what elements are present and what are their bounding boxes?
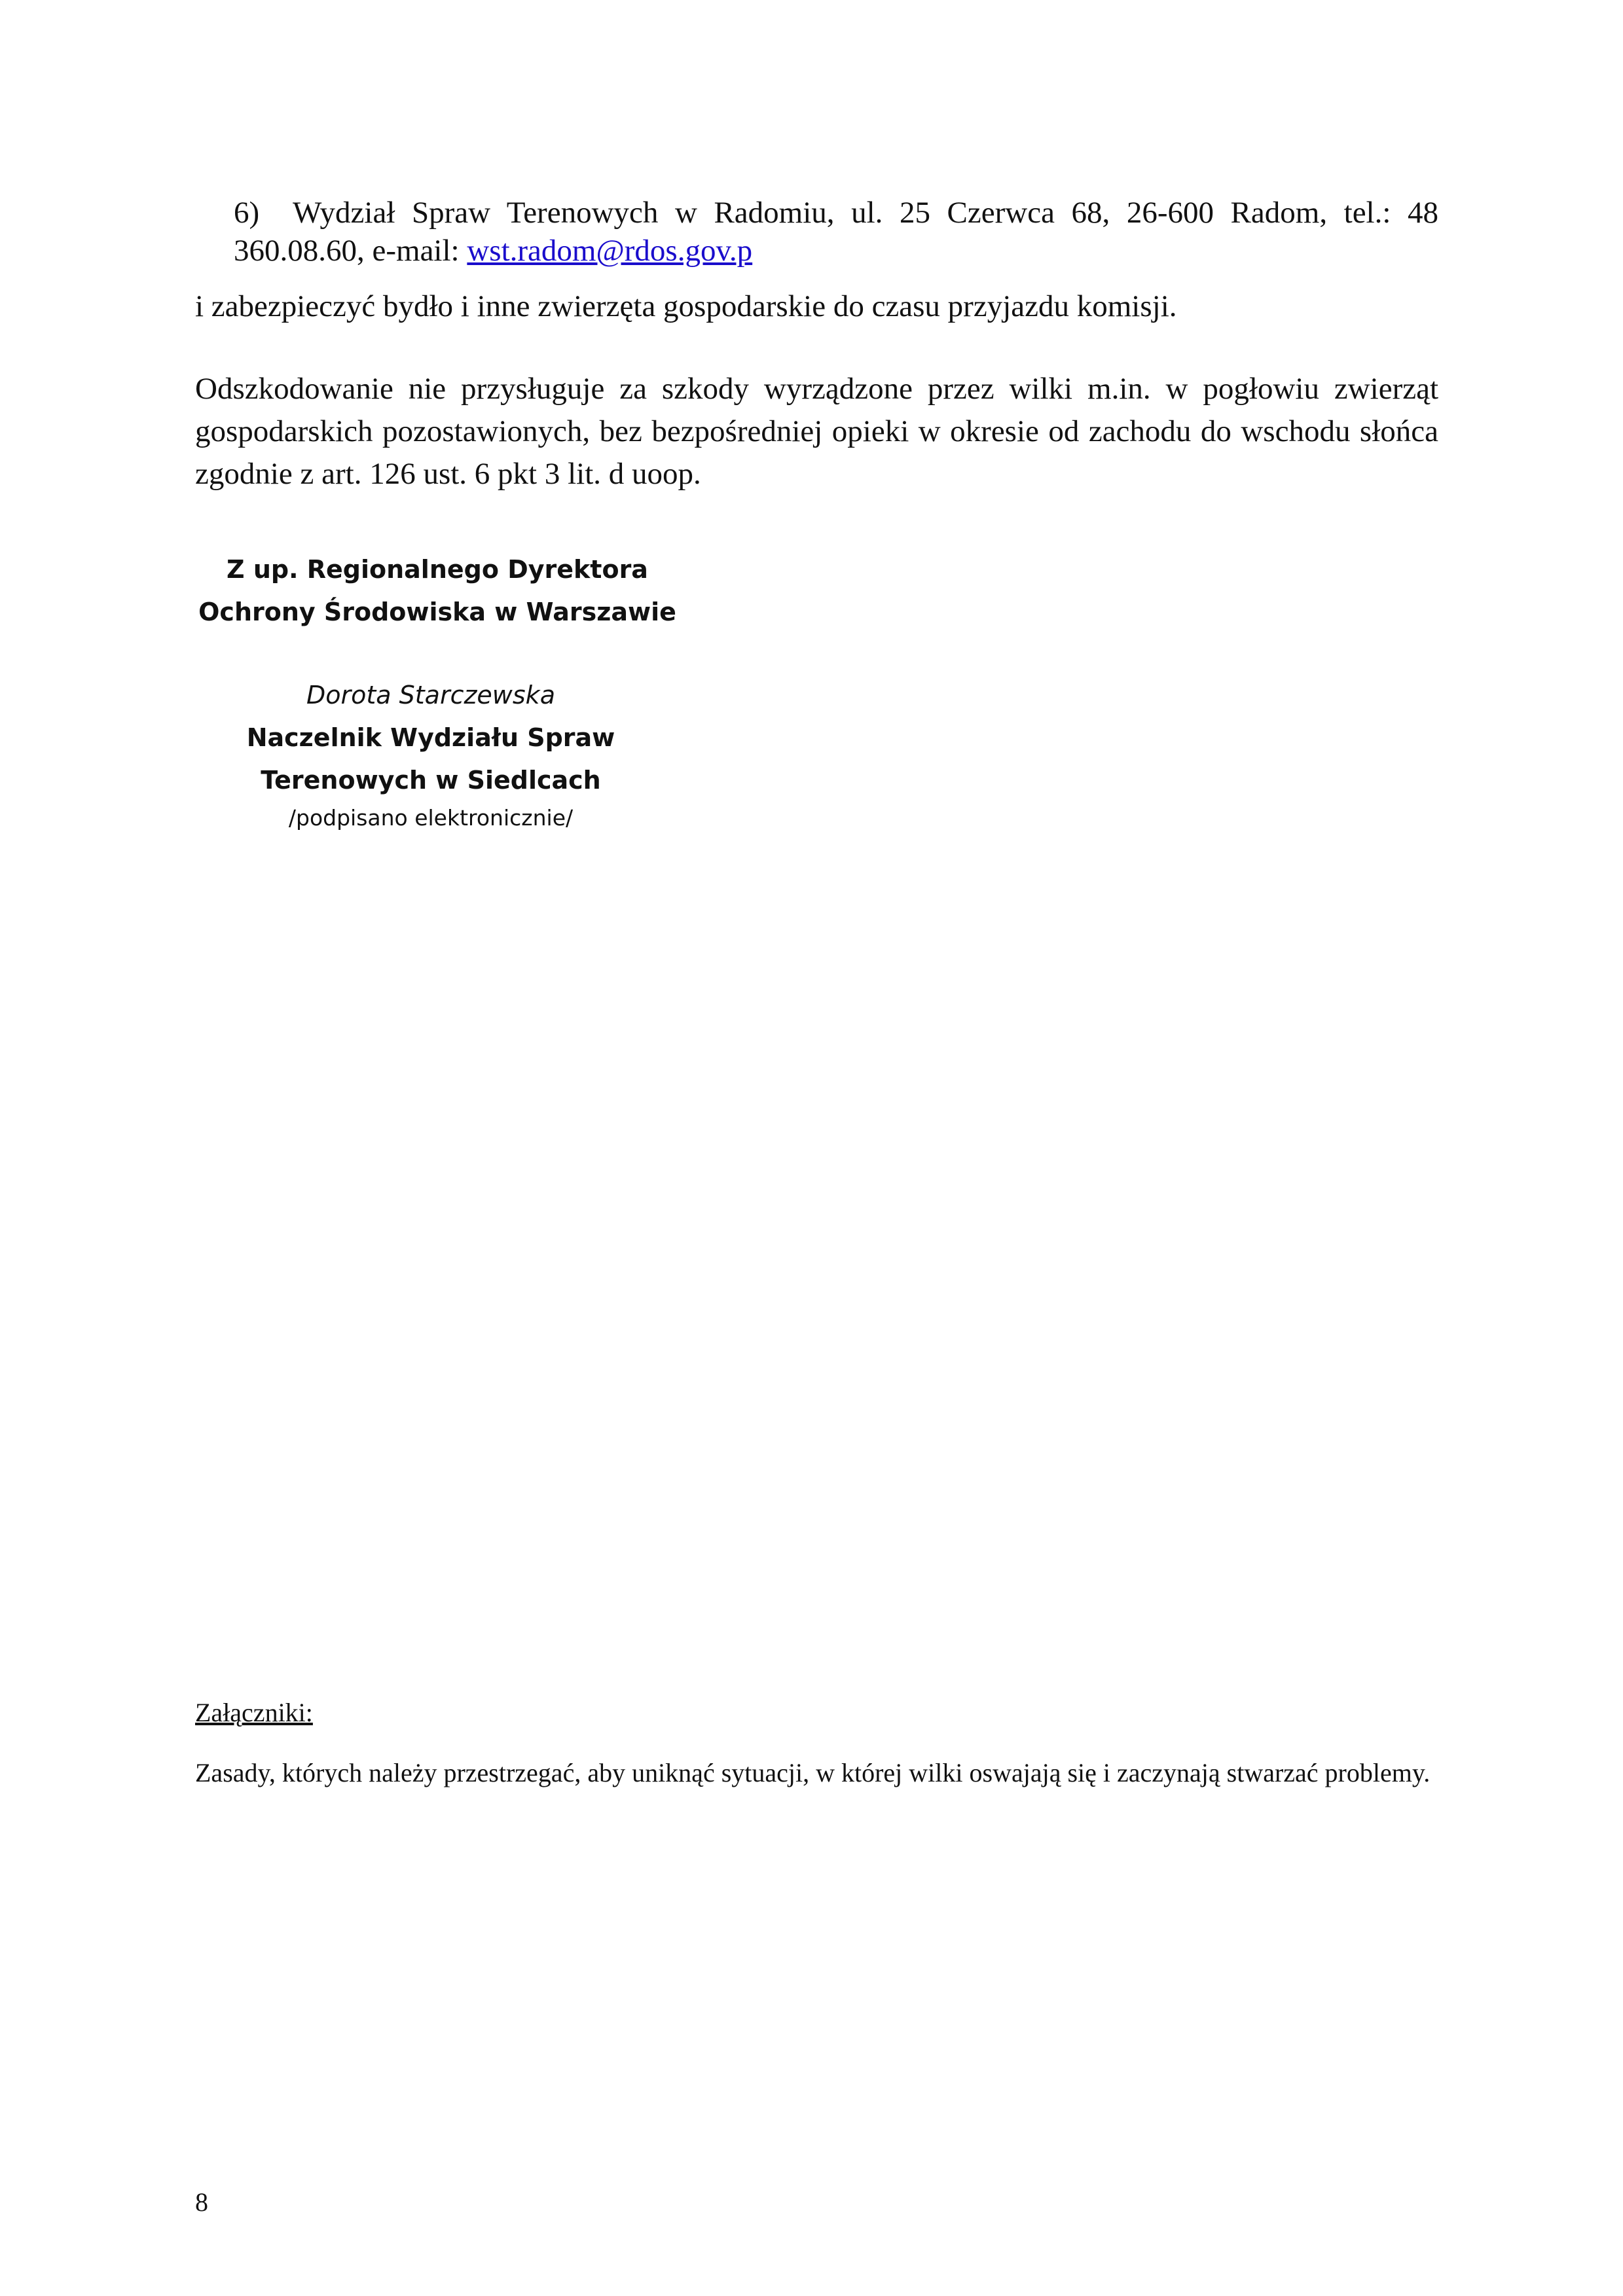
authority-line-1: Z up. Regionalnego Dyrektora xyxy=(227,555,648,584)
list-item-number: 6) xyxy=(234,196,260,230)
attachments-heading: Załączniki: xyxy=(195,1698,313,1727)
page-number: 8 xyxy=(195,2187,208,2217)
list-item-text: Wydział Spraw Terenowych w Radomiu, ul. 25 Czerwca 68, 26-600 Radom, tel.: 48 360.08.60, e-mail: xyxy=(234,196,1438,268)
authority-line-2: Ochrony Środowiska w Warszawie xyxy=(198,598,676,626)
attachments-text: Zasady, których należy przestrzegać, aby uniknąć sytuacji, w której wilki oswajają się i zaczynają stwarzać problemy. xyxy=(195,1758,1431,1787)
list-item-6 xyxy=(234,194,1438,270)
email-link[interactable]: wst.radom@rdos.gov.p xyxy=(467,234,753,268)
paragraph-compensation: Odszkodowanie nie przysługuje za szkody wyrządzone przez wilki m.in. w pogłowiu zwierząt gospodarskich pozostawionych, bez bezpośredniej opieki w okresie od zachodu do wschodu słońca zgodnie z art. 126 ust. 6 pkt 3 lit. d uoop. xyxy=(195,372,1438,491)
signature-authority xyxy=(195,548,680,634)
signed-electronically-note: /podpisano elektronicznie/ xyxy=(288,805,574,831)
paragraph-secure-livestock: i zabezpieczyć bydło i inne zwierzęta gospodarskie do czasu przyjazdu komisji. xyxy=(195,289,1177,323)
signatory-position-line-2: Terenowych w Siedlcach xyxy=(261,766,601,795)
signatory-position-line-1: Naczelnik Wydziału Spraw xyxy=(246,723,615,752)
signatory-name: Dorota Starczewska xyxy=(306,681,555,709)
signature-block xyxy=(195,674,666,834)
